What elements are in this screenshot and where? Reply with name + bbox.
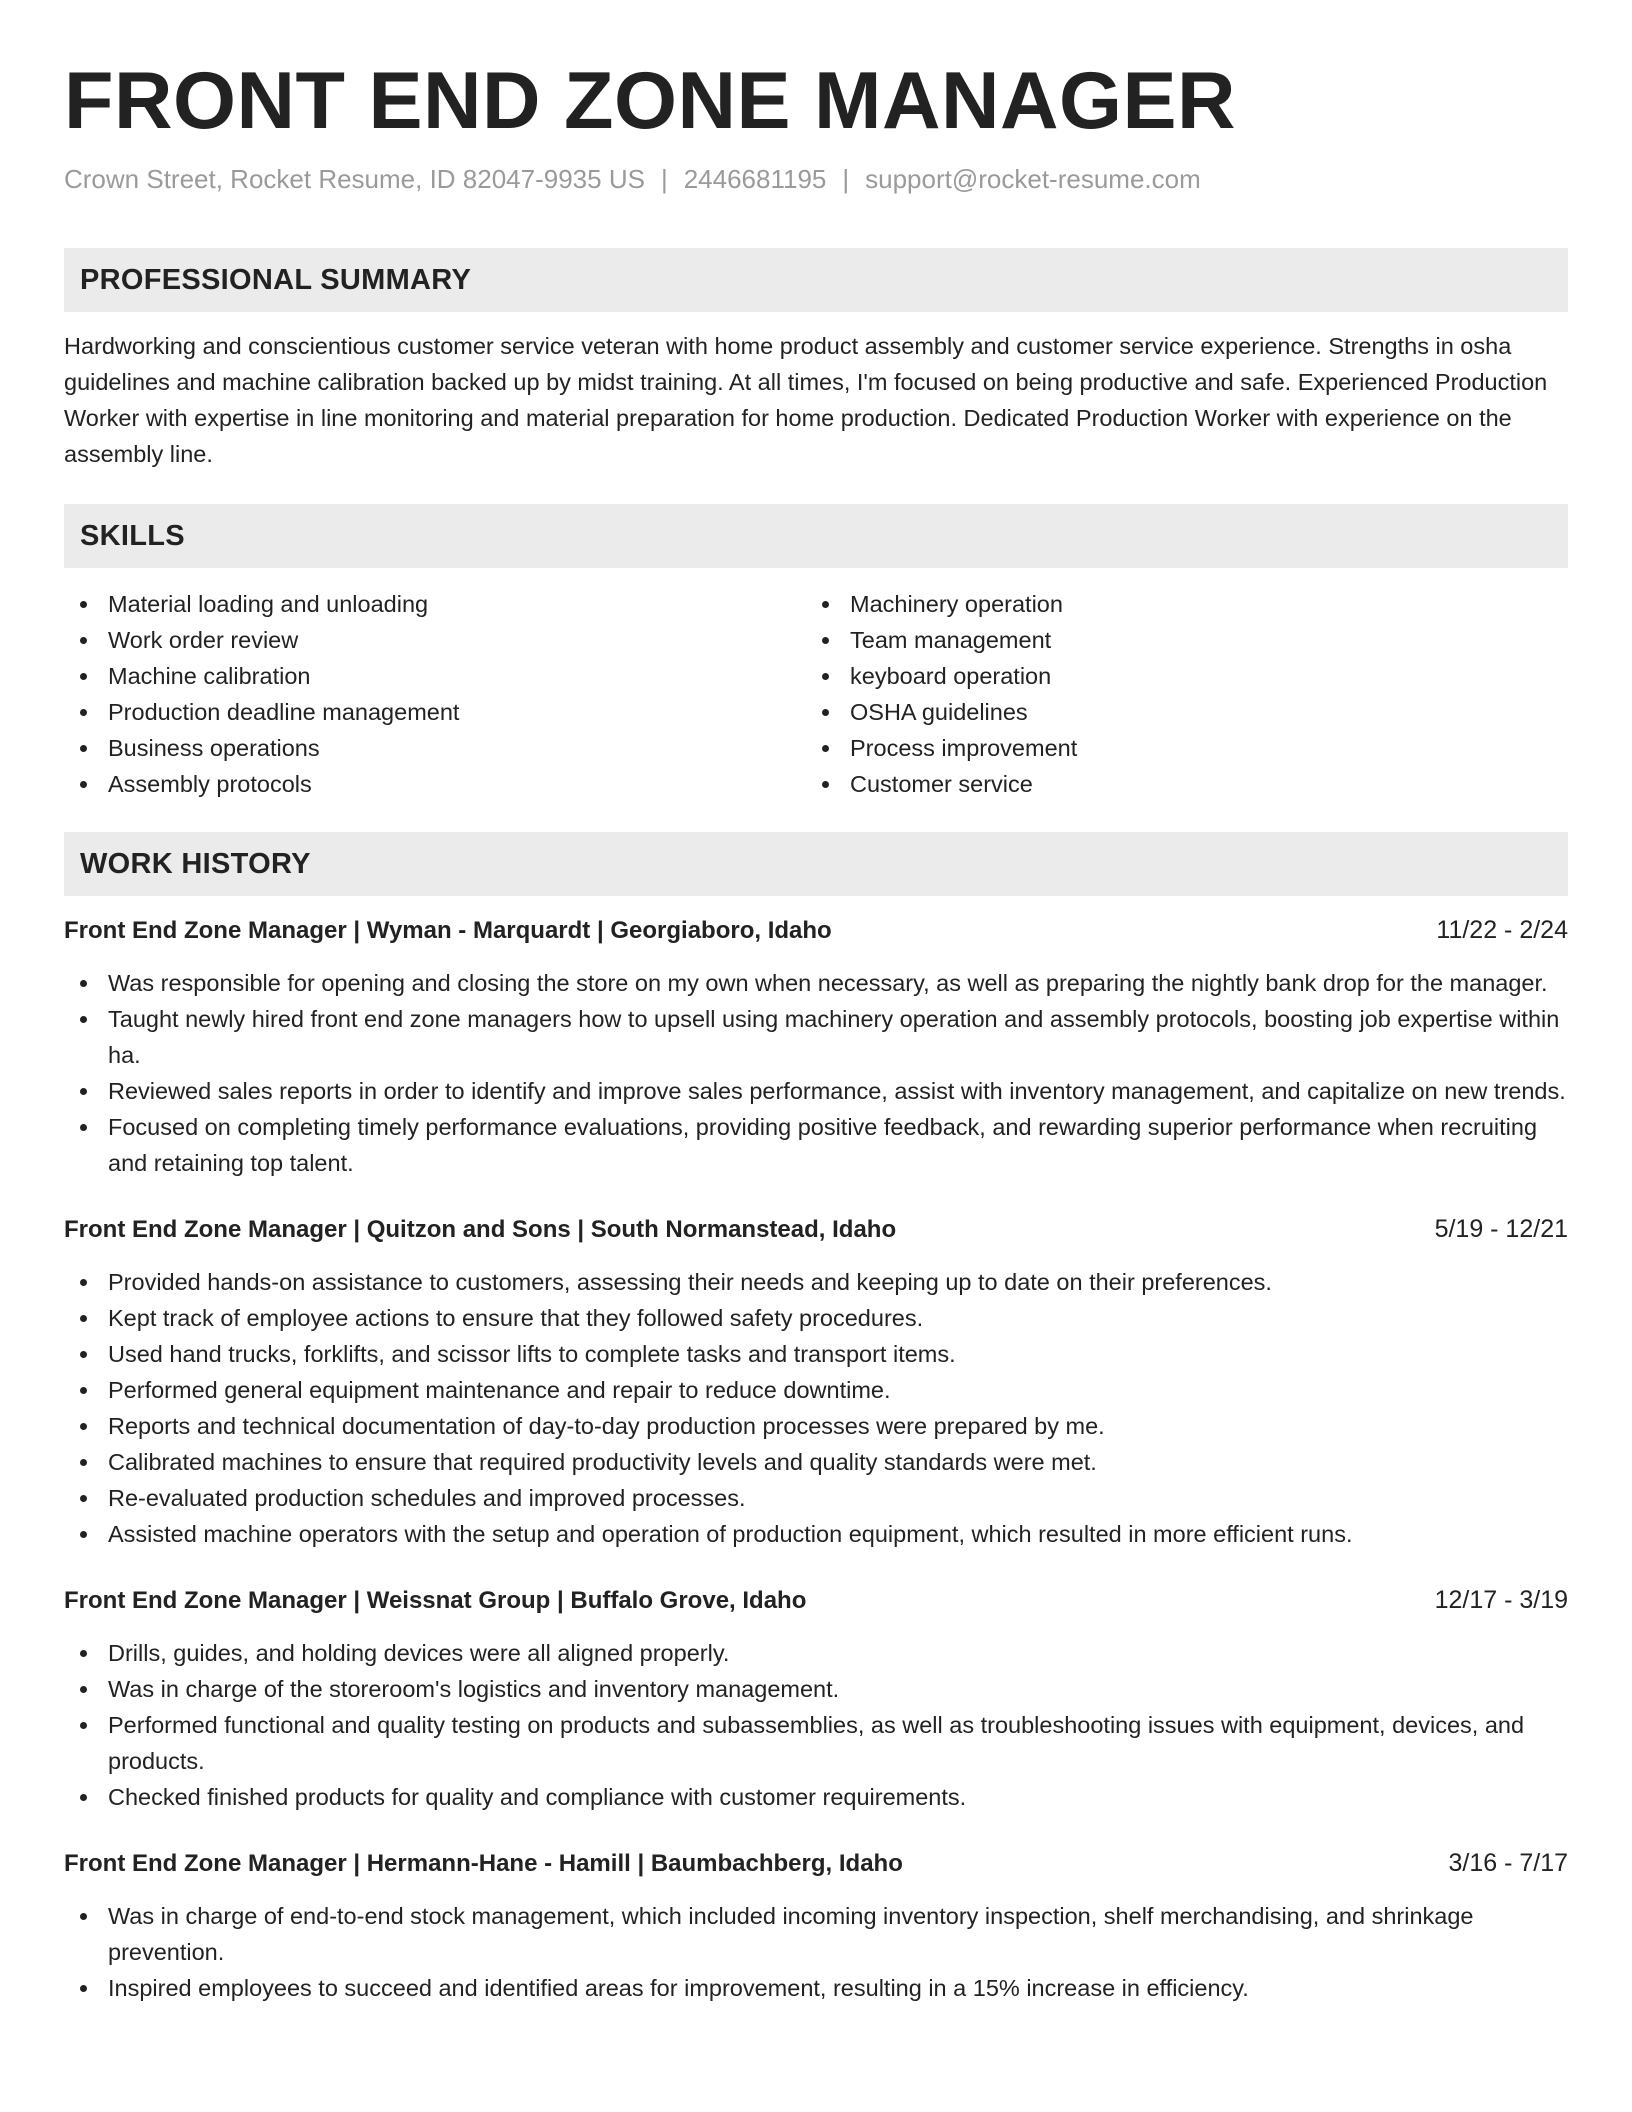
job-bullet: Performed general equipment maintenance and repair to reduce downtime. [64, 1372, 1568, 1408]
job-title-row [64, 1582, 1568, 1619]
job-bullet: Checked finished products for quality and compliance with customer requirements. [64, 1779, 1568, 1815]
skill-item: Business operations [64, 730, 806, 766]
job-bullet: Reviewed sales reports in order to identify and improve sales performance, assist with inventory management, and capitalize on new trends. [64, 1073, 1568, 1109]
skills-columns [64, 586, 1568, 802]
job-bullets [64, 965, 1568, 1181]
job-bullet: Focused on completing timely performance evaluations, providing positive feedback, and rewarding superior performance when recruiting and retaining top talent. [64, 1109, 1568, 1181]
job-title: Front End Zone Manager | Wyman - Marquardt | Georgiaboro, Idaho [64, 917, 832, 944]
skill-item: Machinery operation [806, 586, 1548, 622]
job-bullet: Kept track of employee actions to ensure that they followed safety procedures. [64, 1300, 1568, 1336]
contact-separator: | [660, 164, 668, 194]
job-bullet: Drills, guides, and holding devices were all aligned properly. [64, 1635, 1568, 1671]
job-bullets [64, 1635, 1568, 1815]
contact-address: Crown Street, Rocket Resume, ID 82047-9935 US [64, 164, 645, 194]
job-bullet: Re-evaluated production schedules and improved processes. [64, 1480, 1568, 1516]
job-title: Front End Zone Manager | Quitzon and Sons | South Normanstead, Idaho [64, 1216, 897, 1243]
skill-item: Customer service [806, 766, 1548, 802]
job-bullet: Was responsible for opening and closing the store on my own when necessary, as well as preparing the nightly bank drop for the manager. [64, 965, 1568, 1001]
skills-heading: SKILLS [64, 504, 1568, 568]
job-bullet: Inspired employees to succeed and identified areas for improvement, resulting in a 15% increase in efficiency. [64, 1970, 1568, 2006]
job-entry [64, 1845, 1568, 2006]
job-title-row [64, 1211, 1568, 1248]
job-bullet: Used hand trucks, forklifts, and scissor lifts to complete tasks and transport items. [64, 1336, 1568, 1372]
contact-email: support@rocket-resume.com [865, 164, 1201, 194]
job-dates: 11/22 - 2/24 [1436, 916, 1568, 944]
job-entry [64, 1582, 1568, 1815]
summary-text: Hardworking and conscientious customer service veteran with home product assembly and customer service experience. Strengths in osha guidelines and machine calibration backed up by midst training. At all times, I'm focused on being productive and safe. Experienced Production Worker with expertise in line monitoring and material preparation for home production. Dedicated Production Worker with experience on the assembly line. [64, 333, 1548, 467]
job-title-row [64, 1845, 1568, 1882]
job-bullet: Performed functional and quality testing on products and subassemblies, as well as troubleshooting issues with equipment, devices, and products. [64, 1707, 1568, 1779]
contact-phone: 2446681195 [683, 164, 827, 194]
job-entry [64, 1211, 1568, 1552]
skill-item: Machine calibration [64, 658, 806, 694]
job-entry [64, 912, 1568, 1181]
job-dates: 5/19 - 12/21 [1434, 1215, 1568, 1243]
skill-item: Process improvement [806, 730, 1548, 766]
work-history-heading: WORK HISTORY [64, 832, 1568, 896]
job-bullet: Reports and technical documentation of day-to-day production processes were prepared by me. [64, 1408, 1568, 1444]
skill-item: Work order review [64, 622, 806, 658]
job-title: Front End Zone Manager | Hermann-Hane - Hamill | Baumbachberg, Idaho [64, 1850, 903, 1877]
job-title-row [64, 912, 1568, 949]
job-bullet: Taught newly hired front end zone managers how to upsell using machinery operation and assembly protocols, boosting job expertise within ha. [64, 1001, 1568, 1073]
page-title: FRONT END ZONE MANAGER [64, 56, 1236, 146]
job-dates: 3/16 - 7/17 [1448, 1849, 1568, 1877]
contact-separator: | [842, 164, 850, 194]
skill-item: Team management [806, 622, 1548, 658]
job-bullet: Assisted machine operators with the setup and operation of production equipment, which resulted in more efficient runs. [64, 1516, 1568, 1552]
skill-item: Material loading and unloading [64, 586, 806, 622]
job-bullet: Was in charge of the storeroom's logistics and inventory management. [64, 1671, 1568, 1707]
contact-line [64, 162, 1568, 196]
skill-item: OSHA guidelines [806, 694, 1548, 730]
skills-list-right [806, 586, 1548, 802]
job-dates: 12/17 - 3/19 [1434, 1586, 1568, 1614]
job-bullets [64, 1264, 1568, 1552]
job-bullet: Calibrated machines to ensure that required productivity levels and quality standards were met. [64, 1444, 1568, 1480]
job-bullet: Provided hands-on assistance to customers, assessing their needs and keeping up to date on their preferences. [64, 1264, 1568, 1300]
skill-item: Assembly protocols [64, 766, 806, 802]
summary-heading: PROFESSIONAL SUMMARY [64, 248, 1568, 312]
skill-item: Production deadline management [64, 694, 806, 730]
skills-list-left [64, 586, 806, 802]
job-title: Front End Zone Manager | Weissnat Group | Buffalo Grove, Idaho [64, 1587, 807, 1614]
job-bullets [64, 1898, 1568, 2006]
job-bullet: Was in charge of end-to-end stock management, which included incoming inventory inspection, shelf merchandising, and shrinkage prevention. [64, 1898, 1568, 1970]
skill-item: keyboard operation [806, 658, 1548, 694]
